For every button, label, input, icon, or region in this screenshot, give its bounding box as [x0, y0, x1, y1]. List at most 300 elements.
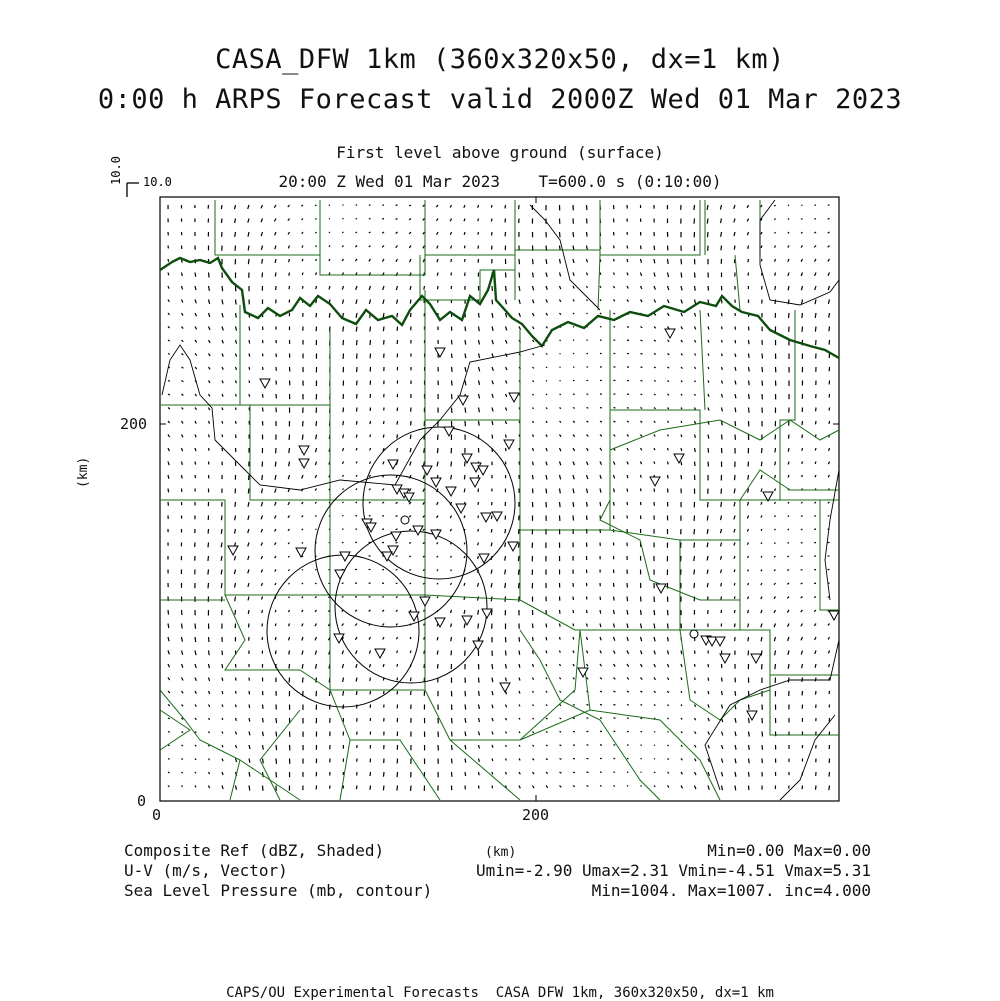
wind-vector [465, 759, 466, 763]
legend-field1-stats: Min=0.00 Max=0.00 [707, 841, 871, 860]
wind-vector [236, 300, 237, 305]
wind-vector [816, 691, 817, 695]
wind-vector [828, 516, 830, 517]
wind-vector [627, 705, 629, 706]
wind-vector [722, 354, 723, 357]
wind-vector [681, 691, 682, 693]
wind-vector [236, 691, 237, 694]
wind-vector [168, 772, 170, 773]
wind-vector [370, 786, 371, 790]
wind-vector [276, 759, 277, 764]
wind-vector [749, 718, 750, 723]
wind-vector [222, 705, 223, 707]
ref-vector-v-label: 10.0 [109, 156, 123, 185]
wind-vector [546, 664, 547, 666]
wind-vector [560, 718, 562, 719]
wind-vector [600, 502, 601, 506]
wind-vector [788, 205, 789, 206]
wind-vector [708, 502, 709, 507]
wind-vector [397, 421, 398, 425]
wind-vector [249, 691, 250, 694]
wind-vector [734, 246, 735, 250]
ref-vector-u-label: 10.0 [143, 175, 172, 189]
wind-vector [722, 313, 723, 316]
wind-vector [801, 529, 803, 530]
wind-vector [816, 421, 817, 424]
wind-vector [236, 394, 237, 397]
legend-field2: U-V (m/s, Vector) [124, 861, 288, 880]
wind-vector [761, 543, 762, 544]
wind-vector [168, 273, 169, 276]
wind-vector [343, 691, 344, 696]
wind-vector [409, 543, 411, 544]
plot-area [160, 197, 839, 801]
wind-vector [424, 664, 425, 668]
wind-vector [641, 246, 642, 250]
wind-vector [802, 475, 803, 477]
wind-vector [506, 664, 507, 669]
wind-vector [761, 556, 762, 558]
wind-vector [560, 745, 562, 746]
wind-vector [342, 502, 343, 503]
wind-vector [627, 259, 628, 262]
wind-vector [614, 259, 615, 261]
wind-vector [182, 624, 183, 629]
wind-vector [654, 448, 655, 450]
wind-vector [787, 556, 789, 557]
wind-vector [654, 394, 656, 395]
wind-vector [654, 489, 655, 492]
wind-vector [329, 232, 330, 233]
wind-vector [708, 664, 709, 667]
wind-vector [437, 583, 438, 584]
wind-vector [627, 786, 628, 787]
wind-vector [355, 597, 357, 598]
wind-vector [802, 421, 803, 425]
wind-vector [235, 232, 236, 237]
wind-vector [627, 502, 628, 505]
wind-vector [424, 624, 425, 626]
wind-vector [681, 448, 682, 451]
wind-vector [396, 529, 398, 530]
reference-vector [109, 156, 172, 197]
wind-vector [735, 327, 736, 330]
wind-vector [343, 489, 344, 490]
wind-vector [641, 354, 643, 355]
wind-vector [533, 462, 534, 466]
wind-vector [221, 529, 222, 534]
wind-vector [721, 246, 722, 251]
wind-vector [383, 327, 384, 332]
wind-vector [802, 435, 803, 439]
wind-vector [573, 718, 575, 719]
wind-vector [478, 502, 479, 505]
wind-vector [235, 246, 236, 251]
wind-vector [587, 772, 589, 773]
wind-vector [195, 772, 196, 773]
wind-vector [302, 543, 303, 544]
wind-vector [195, 273, 196, 277]
wind-vector [829, 786, 830, 791]
wind-vector [262, 610, 263, 613]
wind-vector [505, 543, 506, 548]
wind-vector [506, 651, 507, 656]
wind-vector [614, 327, 616, 328]
wind-vector [681, 273, 682, 278]
wind-vector [802, 448, 803, 451]
wind-vector [410, 300, 411, 304]
wind-vector [708, 678, 709, 681]
wind-vector [641, 597, 642, 602]
wind-vector [722, 678, 723, 682]
wind-vector [734, 570, 735, 573]
y-tick-0: 0 [137, 792, 146, 810]
wind-vector [236, 705, 237, 708]
wind-vector [356, 421, 357, 425]
wind-vector [396, 205, 398, 206]
wind-vector [573, 772, 575, 773]
wind-vector [614, 705, 616, 706]
wind-vector [451, 273, 452, 276]
wind-vector [681, 259, 682, 264]
wind-vector [302, 583, 303, 584]
wind-vector [546, 745, 548, 746]
wind-vector [668, 489, 669, 493]
wind-vector [519, 732, 520, 734]
wind-vector [560, 502, 561, 507]
wind-vector [775, 300, 776, 305]
wind-vector [587, 705, 589, 706]
wind-vector [383, 435, 384, 438]
wind-vector [654, 772, 655, 773]
wind-vector [356, 502, 357, 503]
wind-vector [641, 705, 643, 706]
wind-vector [222, 421, 223, 424]
wind-vector [478, 246, 479, 249]
wind-vector [707, 516, 708, 521]
wind-vector [815, 327, 816, 332]
wind-vector [801, 556, 803, 557]
wind-vector [722, 327, 723, 330]
wind-vector [573, 516, 574, 521]
wind-vector [546, 651, 547, 654]
wind-vector [748, 570, 749, 572]
wind-vector [762, 745, 763, 750]
wind-vector [627, 489, 628, 492]
wind-vector [236, 408, 237, 410]
wind-vector [356, 786, 357, 790]
wind-vector [573, 610, 574, 613]
wind-vector [236, 718, 237, 721]
wind-vector [342, 232, 343, 233]
wind-vector [370, 691, 371, 695]
wind-vector [249, 421, 250, 425]
wind-vector [694, 219, 695, 224]
wind-vector [614, 408, 616, 409]
wind-vector [734, 583, 735, 586]
wind-vector [721, 232, 722, 237]
wind-vector [221, 516, 222, 521]
wind-vector [316, 421, 317, 426]
wind-vector [491, 219, 492, 222]
wind-vector [815, 678, 816, 682]
wind-vector [168, 745, 170, 746]
wind-vector [614, 273, 615, 275]
wind-vector [722, 691, 723, 695]
wind-vector [222, 286, 223, 291]
wind-vector [801, 570, 803, 571]
wind-vector [316, 273, 317, 276]
wind-vector [249, 624, 250, 628]
wind-vector [774, 543, 775, 544]
wind-vector [721, 597, 722, 600]
wind-vector [801, 219, 802, 220]
wind-vector [465, 327, 466, 332]
wind-vector [249, 340, 250, 344]
wind-vector [748, 259, 749, 262]
wind-vector [546, 259, 547, 264]
wind-vector [479, 313, 480, 318]
wind-vector [707, 570, 708, 574]
wind-vector [614, 610, 615, 614]
wind-vector [573, 246, 574, 251]
wind-vector [587, 300, 588, 301]
wind-vector [249, 381, 250, 384]
wind-vector [721, 489, 722, 494]
wind-vector [182, 759, 183, 760]
wind-vector [573, 637, 574, 640]
wind-vector [668, 637, 669, 641]
wind-vector [396, 219, 398, 220]
wind-vector [668, 732, 669, 733]
wind-vector [533, 705, 534, 706]
wind-vector [814, 516, 816, 517]
wind-vector [681, 651, 682, 655]
wind-vector [519, 570, 520, 575]
wind-vector [464, 489, 465, 493]
wind-vector [492, 786, 493, 789]
x-axis-label: (km) [485, 845, 516, 860]
wind-vector [168, 732, 170, 733]
wind-vector [410, 637, 411, 639]
wind-vector [316, 313, 317, 317]
wind-vector [464, 556, 465, 558]
wind-vector [370, 435, 371, 438]
wind-vector [411, 678, 412, 682]
wind-vector [788, 516, 789, 517]
wind-vector [276, 651, 277, 655]
wind-vector [208, 556, 209, 561]
wind-vector [761, 651, 762, 656]
wind-vector [600, 327, 601, 328]
wind-vector [695, 651, 696, 654]
wind-vector [668, 475, 669, 479]
wind-vector [749, 394, 750, 399]
wind-vector [762, 354, 763, 359]
wind-vector [491, 543, 492, 547]
wind-vector [370, 327, 371, 332]
wind-vector [600, 408, 602, 409]
wind-vector [749, 732, 750, 737]
wind-vector [222, 678, 223, 681]
wind-vector [221, 219, 222, 224]
wind-vector [505, 570, 506, 575]
wind-vector [465, 691, 466, 696]
wind-vector [397, 786, 398, 791]
wind-vector [302, 259, 303, 261]
wind-vector [734, 597, 735, 599]
wind-vector [451, 651, 452, 656]
wind-vector [424, 651, 425, 654]
wind-vector [409, 556, 411, 557]
wind-vector [802, 462, 803, 464]
wind-vector [275, 624, 276, 627]
wind-vector [573, 408, 575, 409]
wind-vector [465, 718, 466, 723]
wind-vector [748, 246, 749, 249]
map-title-line2: 0:00 h ARPS Forecast valid 2000Z Wed 01 Mar 2023 [0, 84, 1000, 115]
wind-vector [370, 772, 371, 776]
wind-vector [452, 394, 453, 399]
wind-vector [573, 624, 574, 627]
wind-vector [654, 259, 655, 263]
wind-vector [452, 354, 453, 359]
wind-vector [478, 205, 479, 208]
wind-vector [236, 381, 237, 384]
wind-vector [748, 637, 749, 641]
wind-vector [248, 610, 249, 614]
wind-vector [668, 259, 669, 264]
wind-vector [788, 462, 789, 465]
wind-vector [424, 610, 425, 612]
wind-vector [437, 637, 438, 640]
wind-vector [748, 462, 749, 467]
wind-vector [560, 759, 562, 760]
wind-vector [478, 516, 479, 519]
wind-vector [451, 462, 452, 467]
wind-vector [695, 394, 696, 396]
wind-vector [221, 205, 222, 209]
wind-vector [168, 718, 170, 719]
wind-vector [708, 232, 709, 237]
wind-vector [168, 759, 170, 760]
wind-vector [222, 664, 223, 668]
wind-vector [533, 691, 534, 693]
wind-vector [356, 448, 357, 451]
wind-vector [289, 664, 290, 669]
wind-vector [168, 624, 169, 629]
wind-vector [397, 678, 398, 681]
wind-vector [168, 354, 170, 355]
wind-vector [761, 259, 762, 261]
wind-vector [614, 232, 615, 235]
wind-vector [356, 691, 357, 695]
wind-vector [464, 516, 465, 519]
wind-vector [573, 394, 575, 395]
wind-vector [452, 381, 453, 386]
wind-vector [221, 543, 222, 548]
wind-vector [478, 489, 479, 493]
wind-vector [519, 718, 520, 720]
wind-vector [437, 448, 438, 453]
wind-vector [195, 637, 196, 642]
wind-vector [479, 759, 480, 762]
wind-vector [382, 516, 384, 517]
wind-vector [694, 556, 695, 561]
wind-vector [546, 678, 547, 680]
wind-vector [383, 313, 384, 318]
wind-vector [546, 732, 548, 733]
wind-vector [695, 273, 696, 278]
wind-vector [802, 313, 803, 318]
y-tick-200: 200 [120, 415, 147, 433]
wind-vector [302, 664, 303, 669]
wind-vector [735, 354, 736, 358]
wind-vector [276, 732, 277, 737]
wind-vector [182, 475, 183, 479]
wind-vector [775, 259, 776, 262]
wind-vector [668, 462, 669, 465]
wind-vector [695, 664, 696, 667]
wind-vector [263, 786, 264, 791]
wind-vector [383, 786, 384, 791]
wind-vector [452, 718, 453, 723]
wind-vector [249, 786, 250, 791]
wind-vector [397, 651, 398, 654]
wind-vector [369, 516, 371, 517]
wind-vector [263, 394, 264, 398]
wind-vector [573, 705, 575, 706]
wind-vector [222, 435, 223, 438]
wind-vector [465, 408, 466, 413]
wind-vector [479, 772, 480, 775]
wind-vector [546, 489, 547, 494]
wind-vector [289, 651, 290, 655]
wind-vector [761, 462, 762, 467]
wind-vector [762, 732, 763, 737]
wind-vector [694, 205, 695, 210]
wind-vector [814, 583, 816, 584]
wind-vector [249, 394, 250, 397]
wind-vector [694, 529, 695, 534]
wind-vector [369, 597, 371, 598]
wind-vector [505, 219, 506, 223]
wind-vector [315, 583, 316, 584]
wind-vector [681, 678, 682, 680]
wind-vector [492, 435, 493, 439]
wind-vector [560, 637, 561, 640]
wind-vector [369, 232, 371, 233]
wind-vector [465, 354, 466, 359]
wind-vector [694, 583, 695, 588]
wind-vector [560, 394, 561, 395]
wind-vector [748, 583, 749, 585]
wind-vector [722, 435, 723, 440]
wind-vector [506, 435, 507, 438]
wind-vector [410, 583, 412, 584]
wind-vector [546, 354, 547, 355]
wind-vector [641, 718, 643, 719]
wind-vector [708, 448, 709, 453]
wind-vector [734, 610, 735, 613]
wind-vector [641, 340, 643, 341]
wind-vector [519, 543, 520, 548]
wind-vector [168, 259, 169, 262]
wind-vector [654, 381, 656, 382]
wind-vector [221, 583, 222, 588]
wind-vector [315, 529, 316, 530]
x-tick-200: 200 [522, 806, 549, 824]
